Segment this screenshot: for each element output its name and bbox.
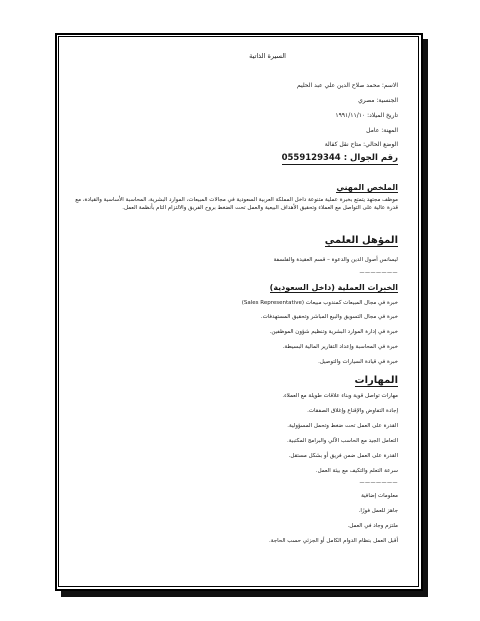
additional-item: أقبل العمل بنظام الدوام الكامل أو الجزئي حسب الحاجة.	[269, 538, 398, 544]
experience-item: خبرة في مجال التسويق والبيع المباشر وتحقيق المستهدفات.	[260, 314, 398, 320]
skill-item: القدرة على العمل تحت ضغط وتحمل المسؤولية.	[287, 423, 398, 429]
additional-item: جاهز للعمل فورًا.	[358, 508, 398, 514]
experience-item: خبرة في إدارة الموارد البشرية وتنظيم شؤون الموظفين.	[269, 329, 398, 335]
education-item: ليسانس أصول الدين والدعوة – قسم العقيدة والفلسفة	[273, 257, 398, 263]
separator: ———————	[359, 270, 398, 276]
skill-item: القدرة على العمل ضمن فريق أو بشكل مستقل.	[288, 453, 398, 459]
skills-heading: المهارات	[354, 375, 398, 386]
skill-item: إجادة التفاوض والإقناع وإغلاق الصفقات.	[307, 408, 398, 414]
experience-heading: الخبرات العملية (داخل السعودية)	[269, 283, 398, 292]
summary-heading: الملخص المهني	[336, 183, 398, 192]
separator: ———————	[359, 480, 398, 486]
name-line: الاسم: محمد صلاح الدين علي عبد الحليم	[297, 82, 398, 89]
summary-text: موظف مجتهد يتمتع بخبرة عملية متنوعة داخل المملكة العربية السعودية في مجالات المبيعات، الموارد البشرية، المحاسبة الأساسية والقيادة، مع قدرة عالية على التواصل مع العملاء وتحقيق الأهداف البيعية والعمل تحت الضغط بروح الفريق والالتزام التام بأنظمة العمل.	[75, 197, 398, 211]
phone-number: رقم الجوال : 0559129344	[281, 153, 398, 163]
skill-item: مهارات تواصل قوية وبناء علاقات طويلة مع العملاء.	[282, 393, 398, 399]
frame-shadow-bottom	[61, 591, 428, 597]
profession-line: المهنة: عامل	[366, 127, 398, 134]
experience-item: خبرة في مجال المبيعات كمندوب مبيعات (Sales Representative)	[241, 300, 398, 306]
additional-heading: معلومات إضافية	[361, 493, 398, 499]
additional-item: ملتزم وجاد في العمل.	[347, 523, 398, 529]
education-heading: المؤهل العلمي	[324, 235, 398, 246]
birth-date-line: تاريخ الميلاد: ١٩٩١/١١/١٠	[335, 112, 398, 119]
nationality-line: الجنسية: مصري	[358, 97, 398, 104]
experience-item: خبرة في المحاسبة وإعداد التقارير المالية البسيطة.	[282, 344, 398, 350]
frame-shadow-right	[423, 39, 428, 597]
status-line: الوضع الحالي: متاح نقل كفالة	[324, 141, 398, 148]
skill-item: التعامل الجيد مع الحاسب الآلي والبرامج المكتبية.	[286, 438, 398, 444]
experience-item: خبرة في قيادة السيارات والتوصيل.	[318, 359, 398, 365]
document-title: السيرة الذاتية	[249, 52, 286, 60]
skill-item: سرعة التعلم والتكيف مع بيئة العمل.	[315, 468, 398, 474]
